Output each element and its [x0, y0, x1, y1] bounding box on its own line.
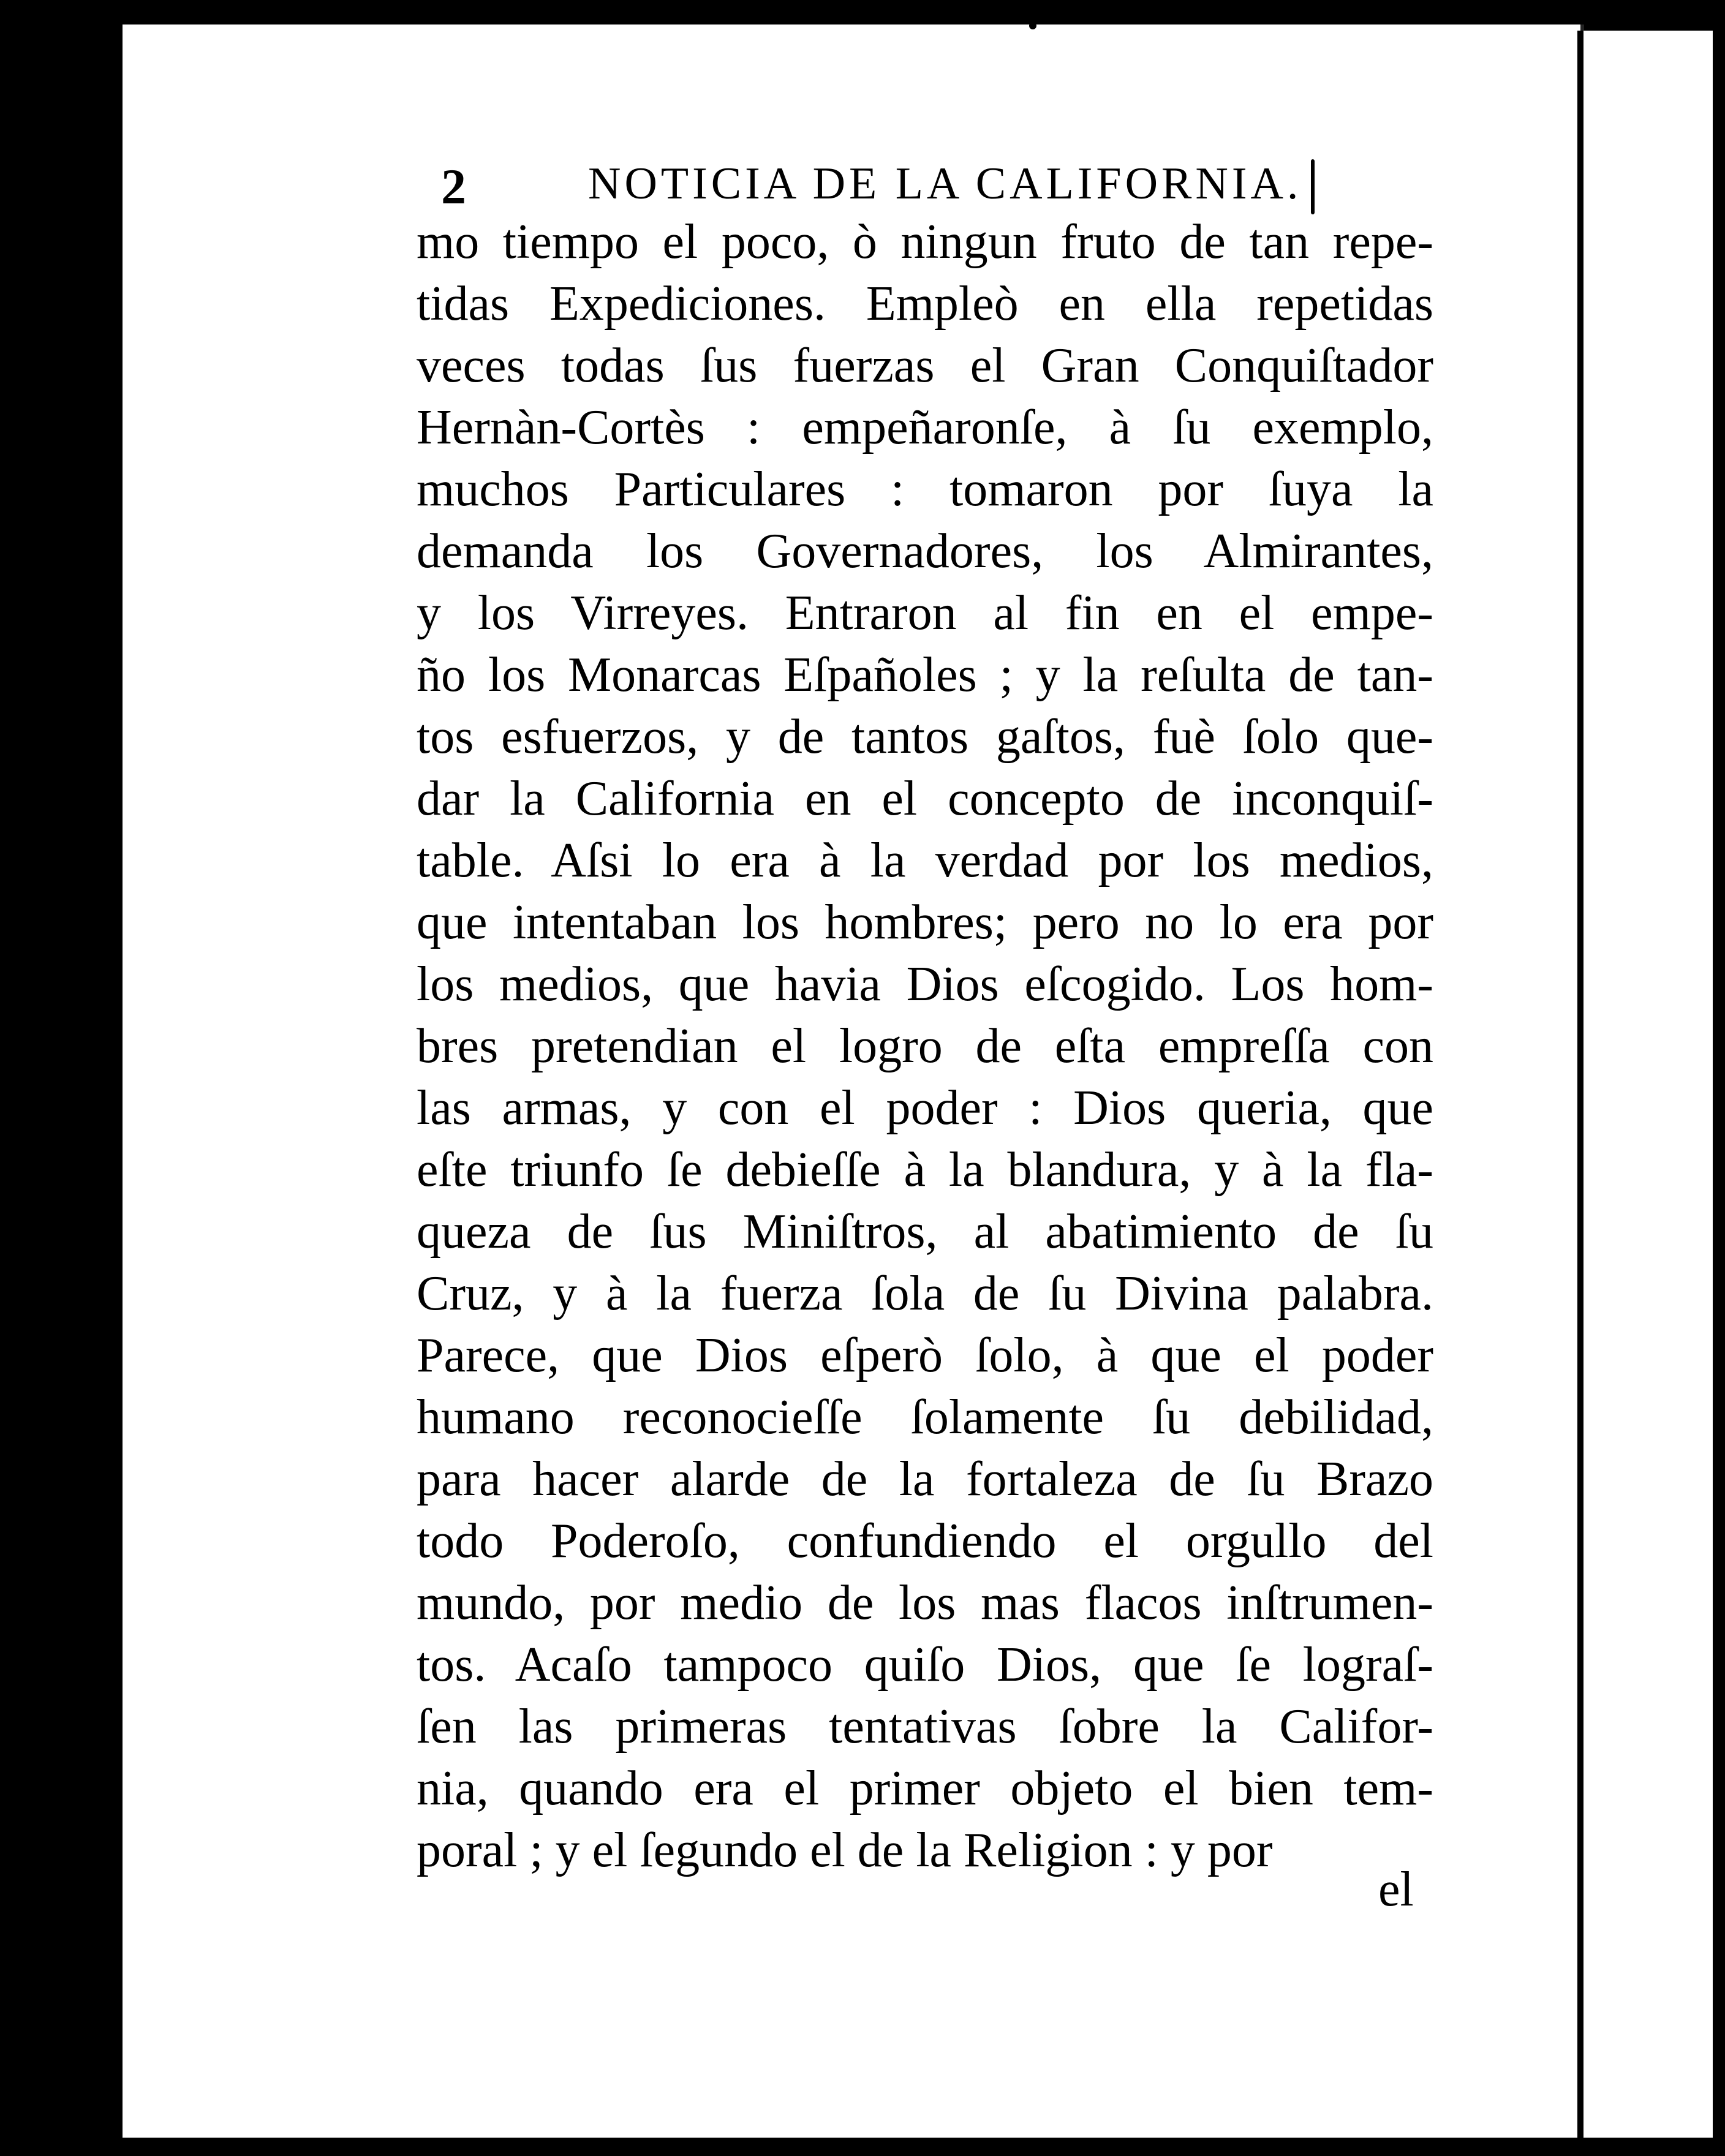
text-line: los medios, que havia Dios eſcogido. Los hom-	[417, 957, 1433, 1011]
scan-speck	[1311, 159, 1315, 214]
text-line: veces todas ſus fuerzas el Gran Conquiſtador	[417, 339, 1433, 393]
text-line: Hernàn-Cortès : empeñaronſe, à ſu exemplo,	[417, 401, 1433, 454]
text-line: eſte triunfo ſe debieſſe à la blandura, y à la fla-	[417, 1143, 1433, 1197]
text-line: queza de ſus Miniſtros, al abatimiento de ſu	[417, 1205, 1433, 1259]
text-line: mundo, por medio de los mas flacos inſtrumen-	[417, 1576, 1433, 1630]
page-number: 2	[441, 159, 466, 214]
text-line: ño los Monarcas Eſpañoles ; y la reſulta de tan-	[417, 648, 1433, 702]
text-line: tos. Acaſo tampoco quiſo Dios, que ſe lograſ-	[417, 1638, 1433, 1692]
text-line: dar la California en el concepto de inconquiſ-	[417, 772, 1433, 826]
catchword: el	[1378, 1863, 1414, 1917]
text-line: que intentaban los hombres; pero no lo era por	[417, 895, 1433, 949]
text-line: nia, quando era el primer objeto el bien tem-	[417, 1762, 1433, 1815]
text-line: Parece, que Dios eſperò ſolo, à que el poder	[417, 1329, 1433, 1382]
body-text	[417, 211, 1433, 1882]
scan-speck	[72, 1035, 81, 1044]
text-line: tos esfuerzos, y de tantos gaſtos, fuè ſolo que-	[417, 710, 1433, 764]
text-line: las armas, y con el poder : Dios queria, que	[417, 1081, 1433, 1135]
text-line: demanda los Governadores, los Almirantes,	[417, 524, 1433, 578]
adjacent-page-edge	[1577, 31, 1725, 2138]
text-line: poral ; y el ſegundo el de la Religion : y por	[417, 1823, 1273, 1877]
text-line: tidas Expediciones. Empleò en ella repetidas	[417, 277, 1433, 331]
text-line: todo Poderoſo, confundiendo el orgullo del	[417, 1514, 1433, 1568]
text-line: muchos Particulares : tomaron por ſuya la	[417, 462, 1433, 516]
scan-speck	[1029, 22, 1036, 29]
text-line: mo tiempo el poco, ò ningun fruto de tan repe-	[417, 215, 1433, 269]
running-head: NOTICIA DE LA CALIFORNIA.	[588, 159, 1302, 209]
text-line: ſen las primeras tentativas ſobre la Califor-	[417, 1700, 1433, 1754]
text-line: bres pretendian el logro de eſta empreſſa con	[417, 1019, 1433, 1073]
scan-speck	[7, 1550, 13, 1586]
text-line: table. Aſsi lo era à la verdad por los medios,	[417, 834, 1433, 888]
text-line: y los Virreyes. Entraron al fin en el empe-	[417, 586, 1433, 640]
text-line: humano reconocieſſe ſolamente ſu debilidad,	[417, 1390, 1433, 1444]
adjacent-page-shadow	[1713, 31, 1725, 2138]
text-line: Cruz, y à la fuerza ſola de ſu Divina palabra.	[417, 1267, 1433, 1321]
text-line: para hacer alarde de la fortaleza de ſu Brazo	[417, 1452, 1433, 1506]
